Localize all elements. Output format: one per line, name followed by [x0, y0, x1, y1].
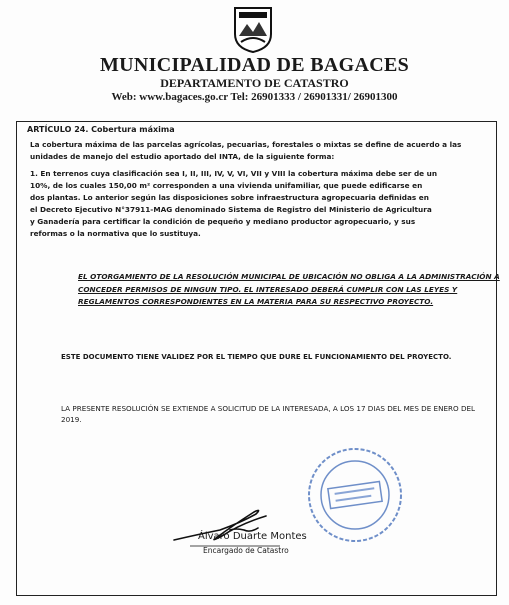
- handwritten-signature-icon: [170, 500, 290, 550]
- permit-notice-line: CONCEDER PERMISOS DE NINGUN TIPO. EL INTERESADO DEBERÁ CUMPLIR CON LAS LEYES Y: [78, 284, 458, 294]
- resolution-line: LA PRESENTE RESOLUCIÓN SE EXTIENDE A SOLICITUD DE LA INTERESADA, A LOS 17 DIAS DEL MES DE ENERO DEL: [61, 404, 476, 413]
- article-body-line: dos plantas. Lo anterior según las disposiciones sobre infraestructura agropecuaria definidas en: [30, 193, 429, 202]
- municipal-crest-icon: [229, 4, 277, 54]
- municipality-title: MUNICIPALIDAD DE BAGACES: [99, 54, 410, 76]
- article-intro-line: La cobertura máxima de las parcelas agrícolas, pecuarias, forestales o mixtas se define de acuerdo a las: [30, 140, 462, 149]
- signatory-role: Encargado de Catastro: [203, 546, 289, 555]
- official-stamp-icon: [305, 445, 405, 545]
- article-title: ARTÍCULO 24. Cobertura máxima: [27, 125, 175, 134]
- permit-notice-line: REGLAMENTOS CORRESPONDIENTES EN LA MATERIA PARA SU RESPECTIVO PROYECTO.: [78, 297, 434, 306]
- permit-notice: [78, 271, 500, 309]
- resolution-statement: [61, 403, 481, 425]
- validity-statement: ESTE DOCUMENTO TIENE VALIDEZ POR EL TIEMPO QUE DURE EL FUNCIONAMIENTO DEL PROYECTO.: [61, 353, 452, 361]
- department-title: DEPARTAMENTO DE CATASTRO: [160, 76, 349, 90]
- article-body-line: y Ganadería para certificar la condición de pequeño y mediano productor agropecuario, y sus: [30, 217, 416, 226]
- article-body-line: el Decreto Ejecutivo N°37911-MAG denominado Sistema de Registro del Ministerio de Agricultura: [30, 205, 432, 214]
- signatory-name: Álvaro Duarte Montes: [198, 531, 307, 542]
- article-intro: [30, 139, 470, 163]
- article-body-line: 10%, de los cuales 150,00 m² corresponden a una vivienda unifamiliar, que puede edificarse en: [30, 181, 423, 190]
- contact-line: Web: www.bagaces.go.cr Tel: 26901333 / 26901331/ 26901300: [111, 91, 398, 103]
- article-body-line: 1. En terrenos cuya clasificación sea I, II, III, IV, V, VI, VII y VIII la cobertura máxima debe ser de un: [30, 169, 438, 178]
- article-body: [30, 168, 470, 240]
- article-intro-line: unidades de manejo del estudio aportado del INTA, de la siguiente forma:: [30, 152, 335, 161]
- permit-notice-line: EL OTORGAMIENTO DE LA RESOLUCIÓN MUNICIPAL DE UBICACIÓN NO OBLIGA A LA ADMINISTRACIÓN A: [78, 272, 500, 281]
- article-body-line: reformas o la normativa que lo sustituya.: [30, 229, 201, 238]
- resolution-line: 2019.: [61, 415, 82, 424]
